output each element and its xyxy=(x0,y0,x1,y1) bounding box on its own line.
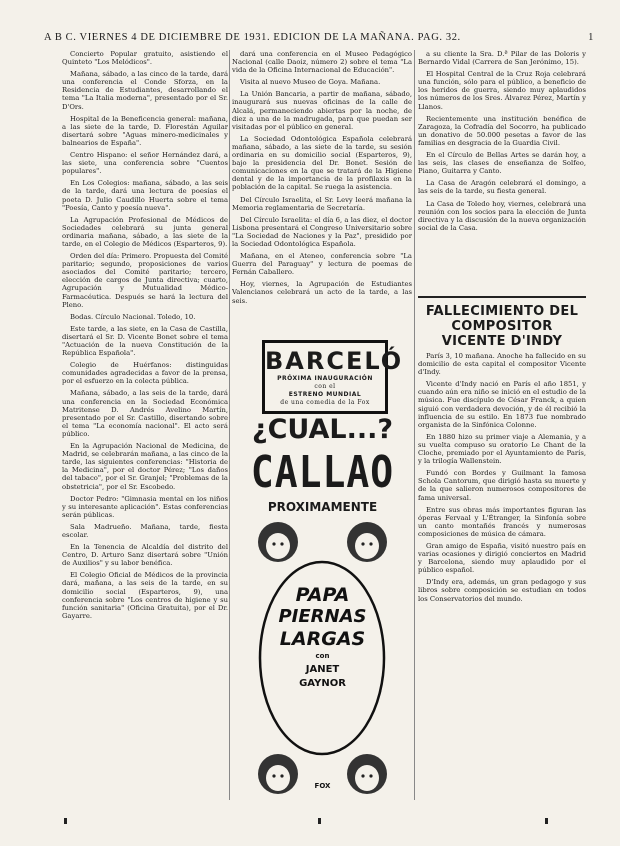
column-1 xyxy=(62,50,228,790)
news-item: Hospital de la Beneficencia general: mañana, a las siete de la tarde, D. Florestán Aguilar disertará sobre "Aguas minero-medicinales y balnearios de España". xyxy=(62,114,228,147)
news-item: Bodas. Círculo Nacional. Toledo, 10. xyxy=(70,312,196,321)
film-title-3: LARGAS xyxy=(279,628,366,650)
news-item: En la Agrupación Nacional de Medicina, de Madrid, se celebrarán mañana, a las cinco de la tarde, las siguientes conferencias: "Historia de la Medicina", por el doctor Pérez; "Los daños del tabaco", por el Sr. Granjel; "Problemas de la obstetricia", por el Sr. Escobedo. xyxy=(62,442,228,491)
news-item: El Hospital Central de la Cruz Roja celebrará una función, sólo para el público, a beneficio de los heridos de guerra, siendo muy aplaudidos los números de los Sres. Álvarez Pérez, Martín y Llanos. xyxy=(418,70,586,111)
cinema-name: CALLAO xyxy=(250,446,395,498)
obituary-paragraph: Fundó con Bordes y Guilmant la famosa Schola Cantorum, que dirigió hasta su muerte y de la que salieron numerosos compositores de fama universal. xyxy=(418,469,586,502)
obituary-paragraph: Vicente d'Indy nació en París el año 1851, y cuando aún era niño se inició en el estudio de la música. Fue discípulo de César Franck, a quien siguió con verdadera devoción, y de él recibió la influencia de su estilo. En 1873 fue nombrado organista de la Sinfónica Colonne. xyxy=(418,380,586,429)
obituary-body xyxy=(418,352,586,792)
cinema-advertisement xyxy=(250,340,404,800)
news-item: La Agrupación Profesional de Médicos de Sociedades celebrará su junta general ordinaria mañana, sábado, a las siete de la tarde, en el Colegio de Médicos (Esparteros, 9). xyxy=(62,215,228,248)
news-item: En Los Colegios: mañana, sábado, a las seis de la tarde, dará una lectura de poesías el poeta D. Julio Caudillo Huerta sobre el tema "Poesía, Canto y poesía nueva". xyxy=(62,179,228,212)
fox-logo: FOX xyxy=(314,782,331,790)
brand-name: BARCELÓ xyxy=(265,347,404,375)
news-item: La Casa de Aragón celebrará el domingo, a las seis de la tarde, su fiesta general. xyxy=(418,179,586,196)
news-item: Sala Madrueño. Mañana, tarde, fiesta escolar. xyxy=(62,522,228,539)
ad-subtitle-4: de una comedia de la Fox xyxy=(280,399,370,406)
news-item: dará una conferencia en el Museo Pedagógico Nacional (calle Daoiz, número 2) sobre el tema "La vida de la Oficina Internacional de Educación". xyxy=(232,50,412,75)
registration-marks xyxy=(0,810,620,840)
page-header xyxy=(44,32,594,43)
film-title-2: PIERNAS xyxy=(278,606,367,627)
news-item: En la Tenencia de Alcaldía del distrito del Centro, D. Arturo Sanz disertará sobre "Unión de Auxilios" y su labor benéfica. xyxy=(62,543,228,568)
film-con: con xyxy=(315,652,330,660)
column-3 xyxy=(418,50,586,250)
news-item: Mañana, en el Ateneo, conferencia sobre "La Guerra del Paraguay" y lectura de poemas de Fernán Caballero. xyxy=(232,252,412,277)
obituary-headline: FALLECIMIENTO DEL COMPOSITOR VICENTE D'INDY xyxy=(425,304,579,349)
obituary-paragraph: Gran amigo de España, visitó nuestro país en varias ocasiones y dirigió conciertos en Madrid y Barcelona, siendo muy aplaudido por el público español. xyxy=(418,541,586,575)
page-mark: 1 xyxy=(588,32,594,43)
news-item: Del Círculo Israelita: el día 6, a las diez, el doctor Lisbona presentará el Congreso Universitario sobre "La Sociedad de Naciones y la Paz", presidido por la Sociedad Odontológica Española. xyxy=(232,215,412,248)
news-item: Centro Hispano: el señor Hernández dará, a las siete, una conferencia sobre "Cuentos populares". xyxy=(62,151,228,176)
news-item: Hoy, viernes, la Agrupación de Estudiantes Valencianos celebrará un acto de la tarde, a las seis. xyxy=(232,280,412,305)
news-item: Visita al nuevo Museo de Goya. Mañana. xyxy=(240,78,381,87)
obituary-paragraph: Entre sus obras más importantes figuran las óperas Fervaal y L'Étranger, la Sinfonía sobre un canto montañés francés y numerosas composiciones de música de cámara. xyxy=(418,505,586,538)
ad-subtitle-3: ESTRENO MUNDIAL xyxy=(288,391,362,398)
film-title-1: PAPA xyxy=(295,584,350,606)
news-item: a su cliente la Sra. D.ª Pilar de las Doloris y Bernardo Vidal (Carrera de San Jerónimo, 15). xyxy=(418,50,586,67)
news-item: Doctor Pedro: "Gimnasia mental en los niños y su interesante aplicación". Estas conferencias serán públicas. xyxy=(62,494,228,519)
obituary-paragraph: D'Indy era, además, un gran pedagogo y sus libros sobre composición se estudian en todos los Conservatorios del mundo. xyxy=(418,578,586,603)
news-item: Mañana, sábado, a las seis de la tarde, dará una conferencia en la Sociedad Económica Matritense D. Andrés Avelino Martín, presentado por el Sr. Castillo, disertando sobre el tema "La economía nacional". El acto será público. xyxy=(62,389,228,438)
news-item: Del Círculo Israelita, el Sr. Levy leerá mañana la Memoria reglamentaria de Secretaría. xyxy=(232,195,412,212)
column-divider xyxy=(414,50,415,800)
obituary-paragraph: En 1880 hizo su primer viaje a Alemania, y a su vuelta compuso su oratorio Le Chant de la Cloche, premiado por el Ayuntamiento de París, y la trilogía Wallenstein. xyxy=(418,432,586,466)
film-poster xyxy=(256,518,389,798)
news-item: Orden del día: Primero. Propuesta del Comité paritario; segundo, proposiciones de varios asociados del Comité paritario; tercero, elección de cargos de Junta directiva; cuarto, Agrupación y Mutualidad Médico-Farmacéutica. Después se hará la lectura del Pleno. xyxy=(62,252,228,309)
news-item: Colegio de Huérfanos: distinguidas comunidades agradecidas a favor de la prensa, por el esfuerzo en la colecta pública. xyxy=(62,361,228,386)
ad-subtitle-2: con el xyxy=(314,383,336,390)
ad-subtitle-1: PRÓXIMA INAUGURACIÓN xyxy=(277,375,373,382)
barcelo-box xyxy=(262,340,404,414)
header-text: A B C. VIERNES 4 DE DICIEMBRE DE 1931. EDICION DE LA MAÑANA. PAG. 32. xyxy=(44,32,461,43)
section-rule xyxy=(418,296,586,298)
ad-question: ¿CUAL...? xyxy=(251,414,394,445)
news-item: Concierto Popular gratuito, asistiendo el Quinteto "Los Melódicos". xyxy=(62,50,228,67)
news-item: Recientemente una institución benéfica de Zaragoza, la Cofradía del Socorro, ha publicado un donativo de 50.000 pesetas a favor de las familias en desgracia de la Guardia Civil. xyxy=(418,114,586,147)
news-item: La Unión Bancaria, a partir de mañana, sábado, inaugurará sus nuevas oficinas de la calle de Alcalá, permaneciendo abiertas por la noche, de diez a una de la madrugada, para que puedan ser visitadas por el público en general. xyxy=(232,90,412,131)
film-star-1: JANET xyxy=(305,664,340,675)
news-item: Mañana, sábado, a las cinco de la tarde, dará una conferencia el Conde Sforza, en la Residencia de Estudiantes, desarrollando el tema "La Italia moderna", presentado por el Sr. D'Ors. xyxy=(62,70,228,111)
film-star-2: GAYNOR xyxy=(299,678,346,689)
news-item: En el Círculo de Bellas Artes se darán hoy, a las seis, las clases de enseñanza de Solfeo, Piano, Guitarra y Canto. xyxy=(418,151,586,176)
news-item: La Sociedad Odontológica Española celebrará mañana, sábado, a las siete de la tarde, su sesión ordinaria en su domicilio social (Esparteros, 9), bajo la presidencia del Dr. Bonet. Sesión de comunicaciones en la que se tratará de la Higiene dental y de la importancia de la profilaxis en la población de la capital. Se ruega la asistencia. xyxy=(232,134,412,192)
news-item: Este tarde, a las siete, en la Casa de Castilla, disertará el Sr. D. Vicente Bonet sobre el tema "Actuación de la nueva Constitución de la República Española". xyxy=(62,324,228,358)
ad-subtitle xyxy=(265,375,385,407)
coming-soon: PROXIMAMENTE xyxy=(267,500,378,514)
news-item: La Casa de Toledo hoy, viernes, celebrará una reunión con los socios para la elección de Junta directiva y la discusión de la nueva organización social de la Casa. xyxy=(418,199,586,232)
news-item: El Colegio Oficial de Médicos de la provincia dará, mañana, a las seis de la tarde, en su domicilio social (Esparteros, 9), una conferencia sobre "Los centros de higiene y su función sanitaria" (Oficina Gratuita), por el Dr. Gayarre. xyxy=(62,571,228,620)
column-2 xyxy=(232,50,412,375)
column-divider xyxy=(229,50,230,800)
obituary-paragraph: París 3, 10 mañana. Anoche ha fallecido en su domicilio de esta capital el compositor Vicente d'Indy. xyxy=(418,352,586,377)
